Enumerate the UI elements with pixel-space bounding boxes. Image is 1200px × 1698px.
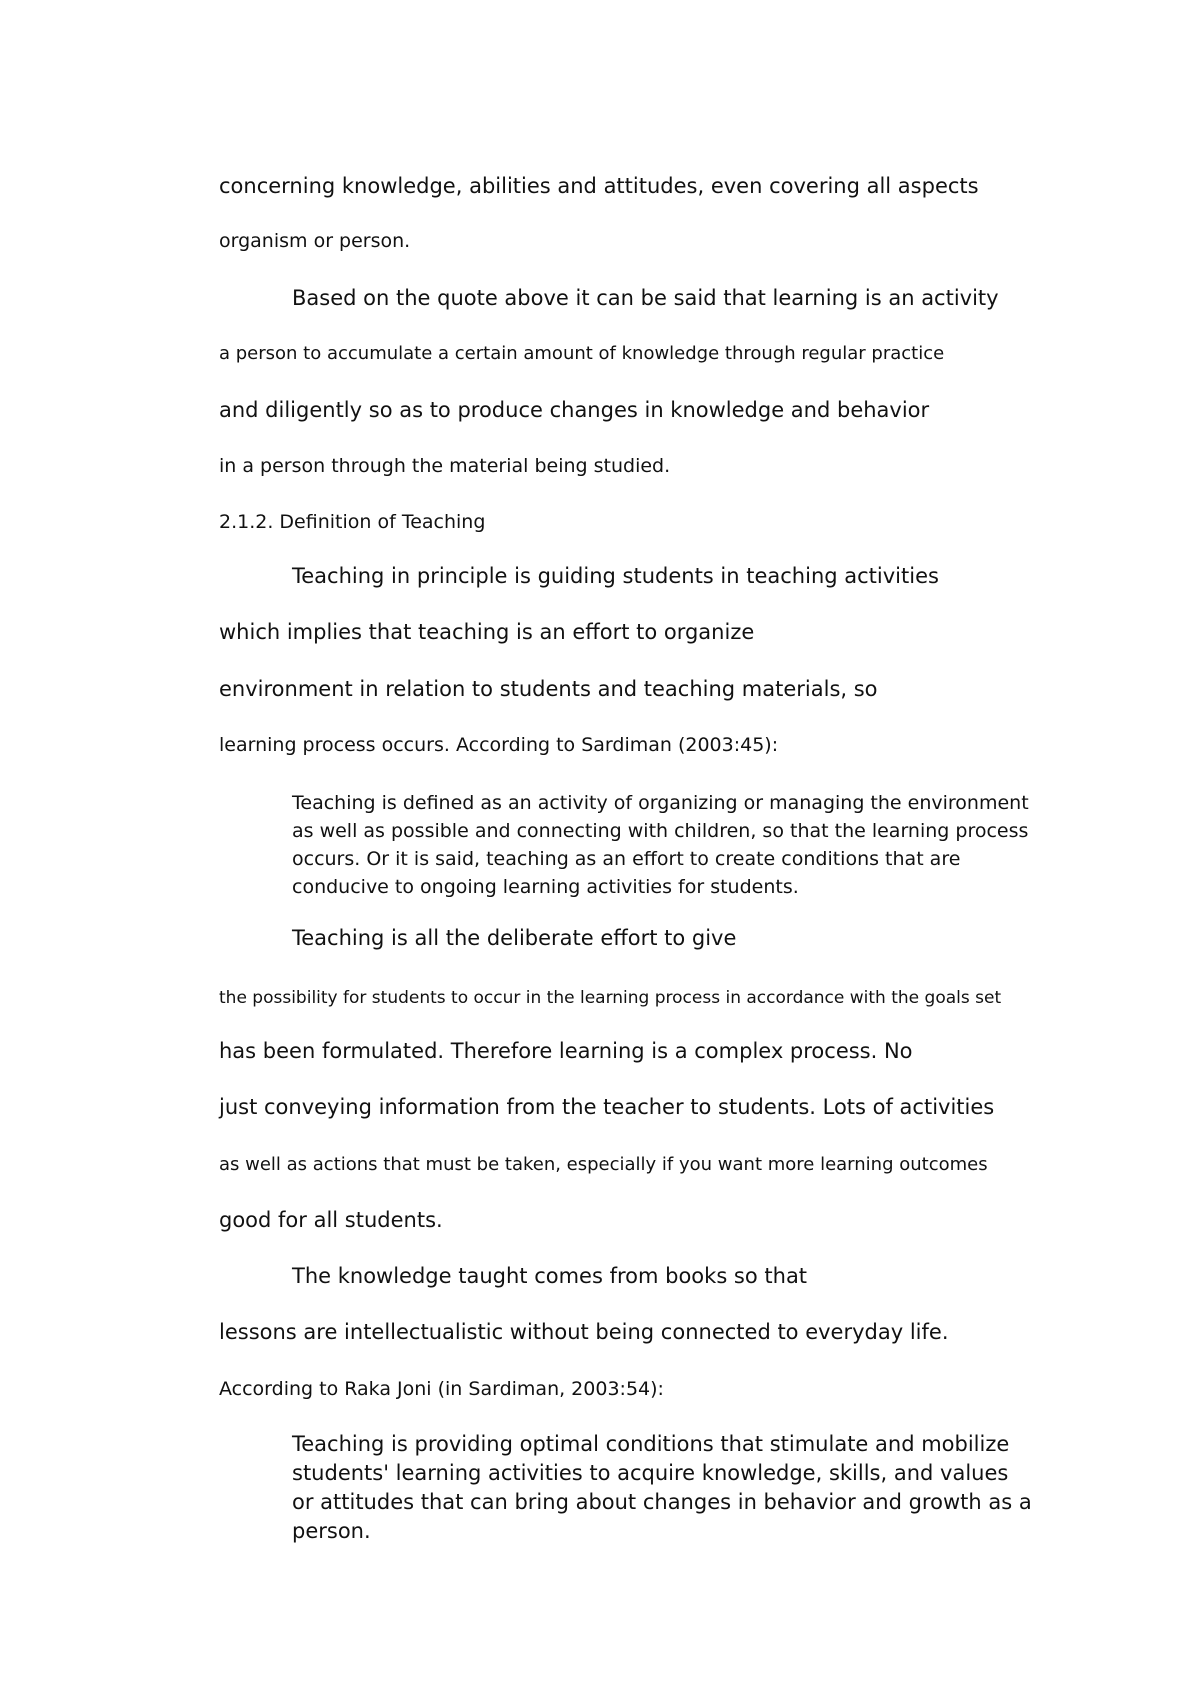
body-text-line: the possibility for students to occur in the learning process in accordance with the goals set	[219, 988, 1002, 1008]
body-text-line: organism or person.	[219, 230, 411, 252]
quote-line: Teaching is providing optimal conditions that stimulate and mobilize	[292, 1432, 1010, 1456]
paragraph-first-line: Teaching in principle is guiding students in teaching activities	[292, 564, 939, 588]
quote-line: occurs. Or it is said, teaching as an effort to create conditions that are	[292, 848, 961, 870]
body-text-line: good for all students.	[219, 1208, 443, 1232]
body-text-line: concerning knowledge, abilities and attitudes, even covering all aspects	[219, 174, 979, 198]
block-quote	[292, 1430, 1092, 1546]
body-text-line: as well as actions that must be taken, especially if you want more learning outcomes	[219, 1154, 988, 1175]
body-text-line: in a person through the material being studied.	[219, 455, 671, 477]
quote-line: as well as possible and connecting with children, so that the learning process	[292, 820, 1029, 842]
body-text-line: has been formulated. Therefore learning is a complex process. No	[219, 1039, 913, 1063]
quote-line: conducive to ongoing learning activities for students.	[292, 876, 799, 898]
quote-line: or attitudes that can bring about changes in behavior and growth as a	[292, 1490, 1032, 1514]
paragraph-first-line: The knowledge taught comes from books so that	[292, 1264, 808, 1288]
section-heading: 2.1.2. Definition of Teaching	[219, 511, 486, 533]
body-text-line: just conveying information from the teacher to students. Lots of activities	[219, 1095, 995, 1119]
block-quote	[292, 789, 1092, 901]
paragraph-first-line: Based on the quote above it can be said that learning is an activity	[292, 286, 999, 310]
body-text-line: lessons are intellectualistic without being connected to everyday life.	[219, 1320, 949, 1344]
body-text-line: According to Raka Joni (in Sardiman, 2003:54):	[219, 1378, 664, 1400]
quote-line: students' learning activities to acquire knowledge, skills, and values	[292, 1461, 1009, 1485]
quote-line: person.	[292, 1519, 371, 1543]
paragraph-first-line: Teaching is all the deliberate effort to give	[292, 926, 737, 950]
body-text-line: a person to accumulate a certain amount of knowledge through regular practice	[219, 343, 945, 364]
quote-line: Teaching is defined as an activity of organizing or managing the environment	[292, 792, 1029, 814]
body-text-line: environment in relation to students and teaching materials, so	[219, 677, 878, 701]
body-text-line: which implies that teaching is an effort to organize	[219, 620, 755, 644]
body-text-line: learning process occurs. According to Sardiman (2003:45):	[219, 734, 779, 756]
body-text-line: and diligently so as to produce changes in knowledge and behavior	[219, 398, 930, 422]
